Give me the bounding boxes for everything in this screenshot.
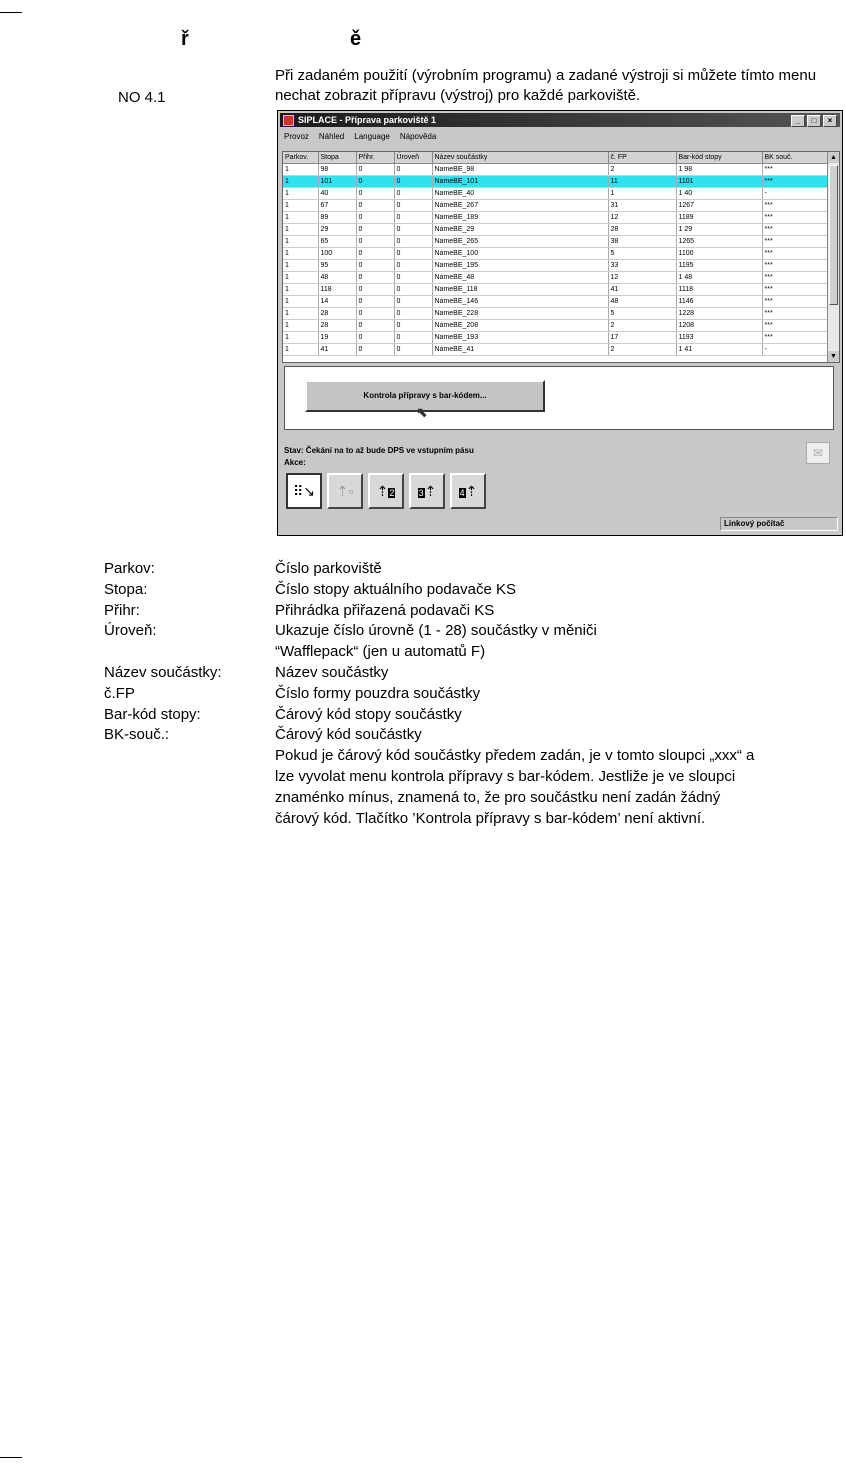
table-cell: 1 bbox=[283, 200, 318, 212]
table-cell: 0 bbox=[394, 212, 432, 224]
table-cell: 1 bbox=[283, 308, 318, 320]
table-row[interactable] bbox=[283, 320, 828, 332]
top-corner-line bbox=[0, 12, 22, 13]
table-cell: 1 29 bbox=[676, 224, 762, 236]
definition-row bbox=[104, 601, 844, 622]
table-cell: *** bbox=[762, 176, 828, 188]
desc-line: Čárový kód součástky bbox=[275, 726, 422, 744]
table-cell: 1208 bbox=[676, 320, 762, 332]
app-icon bbox=[283, 115, 294, 126]
table-cell: 0 bbox=[356, 248, 394, 260]
table-cell: NameBE_118 bbox=[432, 284, 608, 296]
table-cell: NameBE_101 bbox=[432, 176, 608, 188]
table-cell: 1 bbox=[283, 188, 318, 200]
table-cell: 118 bbox=[318, 284, 356, 296]
table-cell: 95 bbox=[318, 260, 356, 272]
table-cell: 0 bbox=[356, 332, 394, 344]
table-cell: 0 bbox=[356, 260, 394, 272]
level-2-label: 2 bbox=[389, 488, 395, 498]
table-cell: 1 bbox=[283, 236, 318, 248]
level-3-label: 3 bbox=[418, 488, 424, 498]
level-4-button[interactable]: 4⇡ bbox=[450, 473, 486, 509]
table-cell: *** bbox=[762, 200, 828, 212]
akce-label: Akce: bbox=[284, 458, 306, 467]
table-cell: *** bbox=[762, 296, 828, 308]
table-cell: 0 bbox=[394, 308, 432, 320]
table-cell: 0 bbox=[356, 200, 394, 212]
desc-line: “Wafflepack“ (jen u automatů F) bbox=[275, 643, 486, 661]
table-cell: NameBE_98 bbox=[432, 164, 608, 176]
definition-desc bbox=[275, 684, 844, 705]
stav-text: Čekání na to až bude DPS ve vstupním pásu bbox=[305, 446, 474, 455]
table-cell: 0 bbox=[394, 284, 432, 296]
cursor-grid-icon: ⠿↘ bbox=[293, 483, 315, 499]
menu-napoveda[interactable]: Nápověda bbox=[399, 132, 437, 141]
definition-desc bbox=[275, 580, 844, 601]
table-cell: *** bbox=[762, 212, 828, 224]
table-row[interactable] bbox=[283, 248, 828, 260]
table-cell: 101 bbox=[318, 176, 356, 188]
desc-line: znaménko mínus, znamená to, že pro součástku není zadán žádný bbox=[275, 788, 721, 806]
column-header[interactable]: Úroveň bbox=[394, 152, 432, 164]
table-cell: *** bbox=[762, 260, 828, 272]
minimize-button[interactable]: _ bbox=[791, 115, 805, 127]
table-cell: 0 bbox=[394, 344, 432, 356]
table-cell: *** bbox=[762, 224, 828, 236]
action-toolbar bbox=[286, 473, 486, 509]
table-row[interactable] bbox=[283, 284, 828, 296]
level-2-button[interactable]: ⇡2 bbox=[368, 473, 404, 509]
table-cell: - bbox=[762, 344, 828, 356]
definition-term: č.FP bbox=[104, 684, 135, 702]
table-cell: 1265 bbox=[676, 236, 762, 248]
table-cell: *** bbox=[762, 332, 828, 344]
table-cell: 33 bbox=[608, 260, 676, 272]
table-cell: 29 bbox=[318, 224, 356, 236]
definition-row bbox=[104, 580, 844, 601]
table-row[interactable] bbox=[283, 272, 828, 284]
table-cell: 1 bbox=[283, 332, 318, 344]
table-cell: NameBE_267 bbox=[432, 200, 608, 212]
definition-row bbox=[104, 725, 844, 829]
table-cell: NameBE_208 bbox=[432, 320, 608, 332]
desc-line: Číslo parkoviště bbox=[275, 560, 382, 577]
button-panel bbox=[284, 366, 834, 430]
table-cell: 0 bbox=[356, 296, 394, 308]
table-cell: *** bbox=[762, 164, 828, 176]
stav-label: Stav: bbox=[284, 446, 304, 455]
desc-line: Ukazuje číslo úrovně (1 - 28) součástky v měniči bbox=[275, 622, 597, 640]
desc-line: Název součástky bbox=[275, 663, 389, 681]
definition-desc bbox=[275, 663, 844, 684]
table-cell: 1 41 bbox=[676, 344, 762, 356]
table-cell: 1 bbox=[283, 212, 318, 224]
screenshot-window bbox=[277, 110, 843, 536]
table-cell: *** bbox=[762, 272, 828, 284]
definition-desc bbox=[275, 621, 844, 663]
intro-paragraph: Při zadaném použití (výrobním programu) a zadané výstroji si můžete tímto menu nechat zobrazit přípravu (výstroj) pro každé parkoviště. bbox=[275, 67, 817, 104]
table-cell: NameBE_195 bbox=[432, 260, 608, 272]
table-cell: 65 bbox=[318, 236, 356, 248]
column-header[interactable]: Stopa bbox=[318, 152, 356, 164]
table-cell: 0 bbox=[394, 188, 432, 200]
definition-desc bbox=[275, 725, 844, 829]
desc-line: čárový kód. Tlačítko ’Kontrola přípravy s bar-kódem’ není aktivní. bbox=[275, 809, 706, 827]
table-row[interactable] bbox=[283, 236, 828, 248]
table-cell: 98 bbox=[318, 164, 356, 176]
table-cell: NameBE_228 bbox=[432, 308, 608, 320]
table-cell: 0 bbox=[356, 344, 394, 356]
table-row[interactable] bbox=[283, 200, 828, 212]
table-cell: *** bbox=[762, 308, 828, 320]
table-cell: 1 bbox=[283, 272, 318, 284]
status-line bbox=[284, 446, 474, 455]
column-header[interactable]: Parkov. bbox=[283, 152, 318, 164]
table-cell: 1189 bbox=[676, 212, 762, 224]
pcb-icon: ✉ bbox=[806, 442, 830, 464]
definition-term: BK-souč.: bbox=[104, 726, 170, 744]
table-cell: *** bbox=[762, 248, 828, 260]
table-cell: 2 bbox=[608, 320, 676, 332]
table-cell: 0 bbox=[356, 212, 394, 224]
table-cell: 1100 bbox=[676, 248, 762, 260]
table-cell: 2 bbox=[608, 344, 676, 356]
table-cell: 14 bbox=[318, 296, 356, 308]
table-cell: 48 bbox=[318, 272, 356, 284]
table-cell: 1 bbox=[283, 248, 318, 260]
column-header[interactable]: Bar-kód stopy bbox=[676, 152, 762, 164]
section-label: NO 4.1 bbox=[118, 89, 166, 106]
table-cell: NameBE_146 bbox=[432, 296, 608, 308]
close-button[interactable]: × bbox=[823, 115, 837, 127]
bottom-corner-line bbox=[0, 1457, 22, 1458]
scroll-down-icon[interactable]: ▼ bbox=[828, 351, 839, 362]
select-tool-button[interactable] bbox=[286, 473, 322, 509]
definition-term: Přihr: bbox=[104, 601, 140, 619]
table-cell: 0 bbox=[394, 236, 432, 248]
table-cell: 1 98 bbox=[676, 164, 762, 176]
definition-row bbox=[104, 684, 844, 705]
table-cell: 1193 bbox=[676, 332, 762, 344]
table-row[interactable] bbox=[283, 188, 828, 200]
table-row[interactable] bbox=[283, 260, 828, 272]
table-row[interactable] bbox=[283, 344, 828, 356]
table-cell: 100 bbox=[318, 248, 356, 260]
table-cell: 40 bbox=[318, 188, 356, 200]
table-cell: 28 bbox=[608, 224, 676, 236]
table-row[interactable] bbox=[283, 224, 828, 236]
maximize-button[interactable]: □ bbox=[807, 115, 821, 127]
preparation-table bbox=[282, 151, 840, 363]
desc-line: Číslo stopy aktuálního podavače KS bbox=[275, 580, 516, 598]
definition-desc bbox=[275, 559, 844, 580]
table-cell: 67 bbox=[318, 200, 356, 212]
window-controls bbox=[791, 115, 837, 127]
table-cell: 0 bbox=[394, 260, 432, 272]
table-cell: 1 bbox=[283, 164, 318, 176]
title-bar bbox=[280, 113, 840, 127]
table-cell: 1 bbox=[283, 284, 318, 296]
table-cell: 0 bbox=[394, 200, 432, 212]
track-tool-button[interactable] bbox=[327, 473, 363, 509]
table-cell: *** bbox=[762, 236, 828, 248]
table-cell: 5 bbox=[608, 248, 676, 260]
definition-term: Stopa: bbox=[104, 580, 148, 598]
window-title: SIPLACE - Příprava parkoviště 1 bbox=[298, 115, 437, 125]
table-cell: 1 bbox=[283, 296, 318, 308]
table-cell: 89 bbox=[318, 212, 356, 224]
table-cell: NameBE_40 bbox=[432, 188, 608, 200]
column-header[interactable]: Název součástky bbox=[432, 152, 608, 164]
table-scrollbar[interactable] bbox=[827, 152, 839, 362]
column-header[interactable]: Přihr. bbox=[356, 152, 394, 164]
status-bar bbox=[282, 517, 838, 531]
table-row[interactable] bbox=[283, 212, 828, 224]
table-cell: 1 bbox=[283, 176, 318, 188]
table-row[interactable] bbox=[283, 308, 828, 320]
table-cell: 31 bbox=[608, 200, 676, 212]
table-row[interactable] bbox=[283, 164, 828, 176]
table-cell: 41 bbox=[318, 344, 356, 356]
table-cell: 1195 bbox=[676, 260, 762, 272]
menu-language[interactable]: Language bbox=[354, 132, 390, 141]
table-cell: 1267 bbox=[676, 200, 762, 212]
barcode-check-button[interactable]: Kontrola přípravy s bar-kódem... bbox=[305, 380, 545, 412]
table-cell: 0 bbox=[356, 272, 394, 284]
table-cell: 0 bbox=[356, 164, 394, 176]
table-cell: *** bbox=[762, 284, 828, 296]
mouse-cursor-icon: ⬉ bbox=[416, 404, 428, 420]
definition-row bbox=[104, 705, 844, 726]
table-cell: 11 bbox=[608, 176, 676, 188]
table-cell: 0 bbox=[356, 320, 394, 332]
table-cell: 28 bbox=[318, 320, 356, 332]
table-cell: 0 bbox=[394, 248, 432, 260]
table-cell: 17 bbox=[608, 332, 676, 344]
table-cell: 0 bbox=[394, 176, 432, 188]
desc-line: Přihrádka přiřazená podavači KS bbox=[275, 601, 495, 619]
table-cell: 28 bbox=[318, 308, 356, 320]
table-cell: 1 bbox=[608, 188, 676, 200]
table-cell: 41 bbox=[608, 284, 676, 296]
definition-term: Název součástky: bbox=[104, 663, 222, 681]
table-cell: 38 bbox=[608, 236, 676, 248]
definition-term: Úroveň: bbox=[104, 622, 157, 640]
table-cell: 0 bbox=[394, 320, 432, 332]
table-cell: 0 bbox=[356, 176, 394, 188]
track-arrow-icon: ⇡▫ bbox=[336, 483, 354, 499]
table-cell: 0 bbox=[356, 224, 394, 236]
level-3-button[interactable]: 3⇡ bbox=[409, 473, 445, 509]
table-cell: 1 40 bbox=[676, 188, 762, 200]
table-cell: 1118 bbox=[676, 284, 762, 296]
table-cell: NameBE_189 bbox=[432, 212, 608, 224]
table-cell: 1 48 bbox=[676, 272, 762, 284]
table-cell: 1228 bbox=[676, 308, 762, 320]
table-cell: - bbox=[762, 188, 828, 200]
table-row[interactable] bbox=[283, 296, 828, 308]
definition-desc bbox=[275, 705, 844, 726]
definitions-list bbox=[104, 559, 844, 829]
table-cell: NameBE_41 bbox=[432, 344, 608, 356]
scroll-thumb[interactable] bbox=[829, 165, 838, 305]
menu-bar bbox=[284, 132, 436, 141]
column-header[interactable]: BK souč. bbox=[762, 152, 828, 164]
table-cell: 0 bbox=[394, 296, 432, 308]
table-cell: 12 bbox=[608, 212, 676, 224]
definition-term: Bar-kód stopy: bbox=[104, 705, 201, 723]
table-cell: 0 bbox=[394, 224, 432, 236]
table-row[interactable] bbox=[283, 332, 828, 344]
definition-row bbox=[104, 621, 844, 663]
table-cell: 2 bbox=[608, 164, 676, 176]
table-cell: 0 bbox=[356, 284, 394, 296]
table-cell: 0 bbox=[394, 332, 432, 344]
table-cell: 0 bbox=[394, 164, 432, 176]
table-cell: 19 bbox=[318, 332, 356, 344]
table-cell: 0 bbox=[356, 188, 394, 200]
table-cell: 5 bbox=[608, 308, 676, 320]
table-cell: 1 bbox=[283, 320, 318, 332]
table-cell: 1101 bbox=[676, 176, 762, 188]
table-cell: *** bbox=[762, 320, 828, 332]
desc-line: Pokud je čárový kód součástky předem zadán, je v tomto sloupci „xxx“ a bbox=[275, 747, 755, 765]
definition-row bbox=[104, 663, 844, 684]
level-4-label: 4 bbox=[459, 488, 465, 498]
desc-line: lze vyvolat menu kontrola přípravy s bar-kódem. Jestliže je ve sloupci bbox=[275, 767, 736, 785]
table-cell: 0 bbox=[356, 236, 394, 248]
table-cell: 0 bbox=[356, 308, 394, 320]
definition-term: Parkov: bbox=[104, 560, 155, 577]
table-cell: 1 bbox=[283, 260, 318, 272]
table-cell: NameBE_193 bbox=[432, 332, 608, 344]
desc-line: Čárový kód stopy součástky bbox=[275, 705, 462, 723]
definition-row bbox=[104, 559, 844, 580]
table-cell: 1 bbox=[283, 344, 318, 356]
definition-desc bbox=[275, 601, 844, 622]
status-line-computer: Linkový počítač bbox=[720, 517, 838, 531]
table-cell: 1 bbox=[283, 224, 318, 236]
column-header[interactable]: č. FP bbox=[608, 152, 676, 164]
table-cell: NameBE_48 bbox=[432, 272, 608, 284]
table-cell: 48 bbox=[608, 296, 676, 308]
header-char-1: ř bbox=[181, 28, 189, 50]
table-cell: NameBE_100 bbox=[432, 248, 608, 260]
menu-provoz[interactable]: Provoz bbox=[284, 132, 309, 141]
table-cell: NameBE_29 bbox=[432, 224, 608, 236]
header-char-2: ě bbox=[350, 28, 362, 50]
table-cell: 12 bbox=[608, 272, 676, 284]
table-cell: 0 bbox=[394, 272, 432, 284]
desc-line: Číslo formy pouzdra součástky bbox=[275, 684, 481, 702]
scroll-up-icon[interactable]: ▲ bbox=[828, 152, 839, 163]
table-cell: 1146 bbox=[676, 296, 762, 308]
menu-nahled[interactable]: Náhled bbox=[318, 132, 345, 141]
table-cell: NameBE_265 bbox=[432, 236, 608, 248]
table-row[interactable] bbox=[283, 176, 828, 188]
